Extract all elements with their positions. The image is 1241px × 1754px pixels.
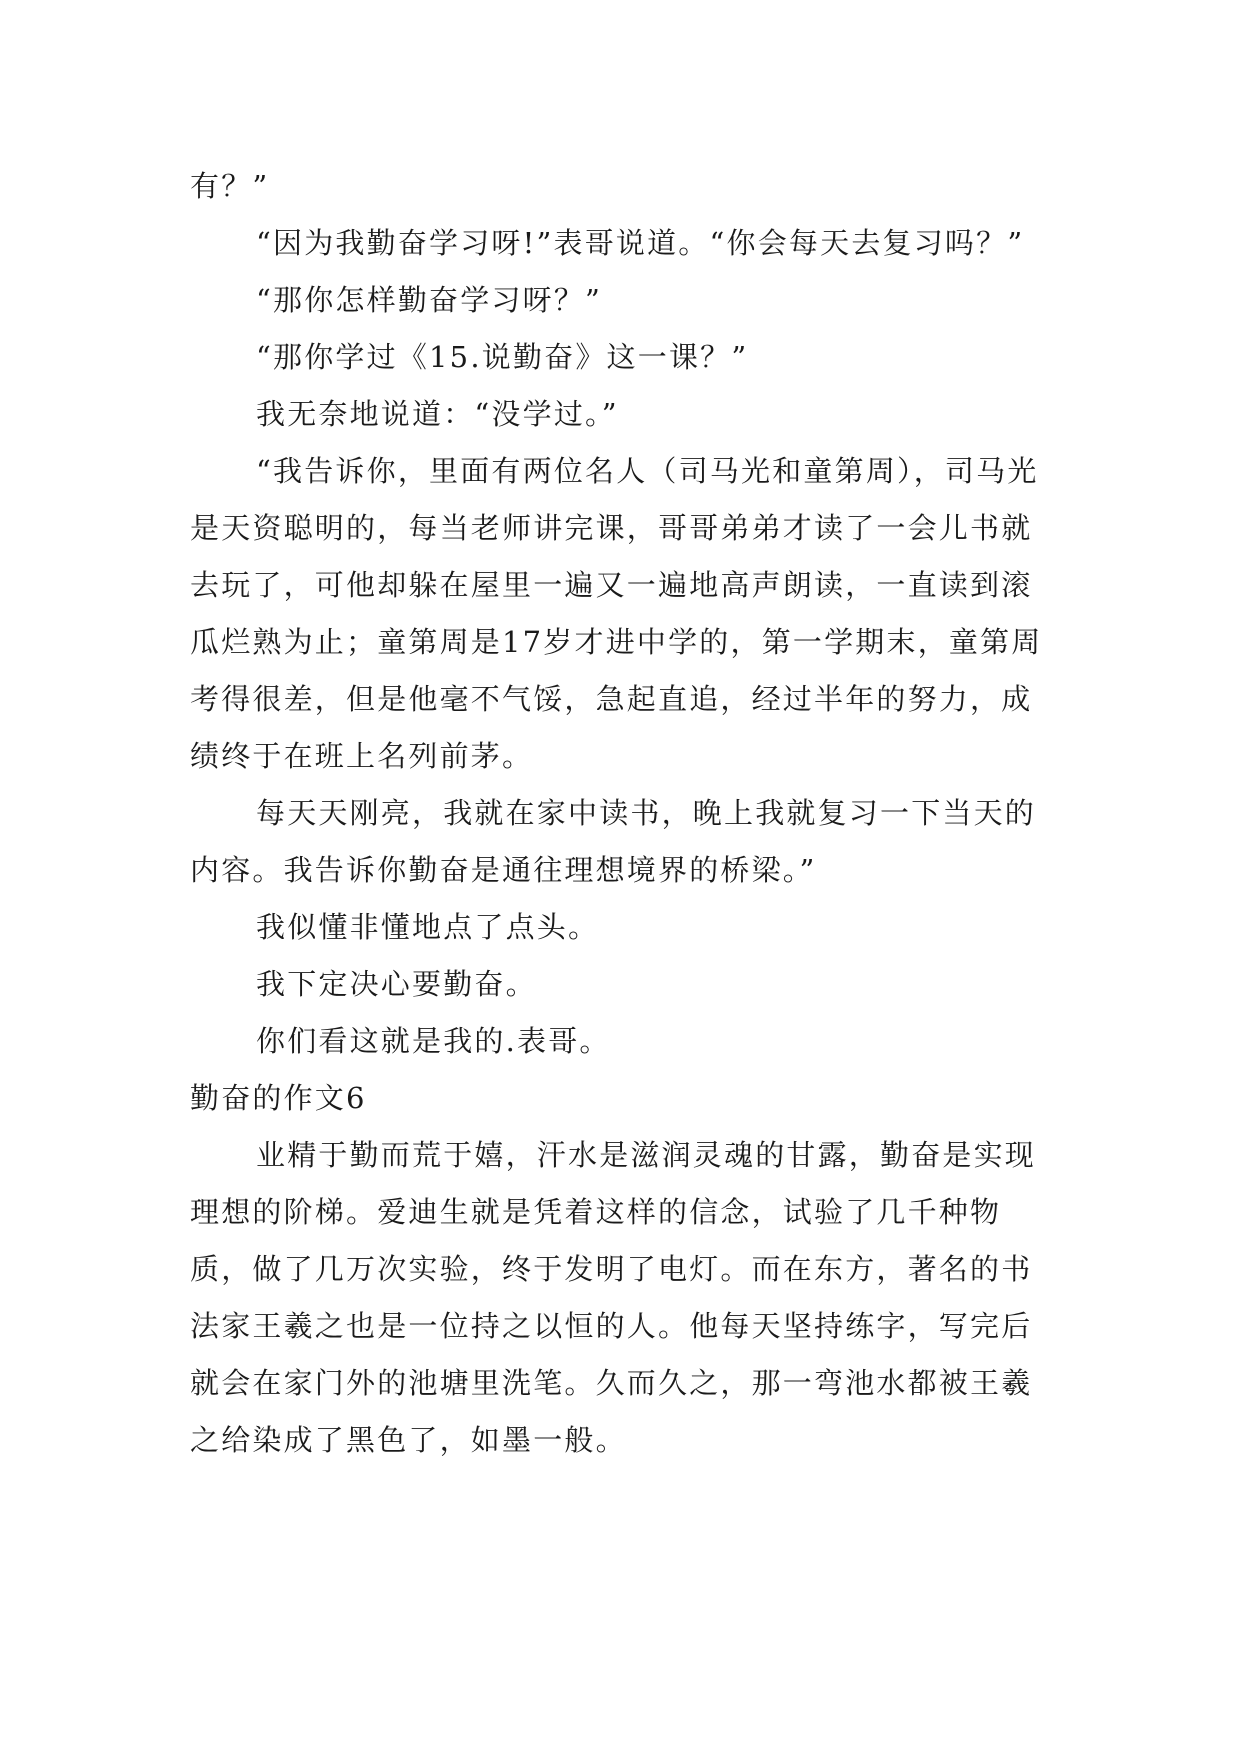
paragraph-10: 你们看这就是我的.表哥。 [256, 1024, 611, 1058]
paragraph-1: 有？” [190, 169, 270, 203]
paragraph-7: 每天天刚亮，我就在家中读书，晚上我就复习一下当天的内容。我告诉你勤奋是通往理想境界的桥梁。” [190, 796, 1037, 887]
paragraph-3: “那你怎样勤奋学习呀？” [256, 283, 603, 317]
section-heading: 勤奋的作文6 [190, 1081, 367, 1115]
paragraph-4: “那你学过《15.说勤奋》这一课？” [256, 340, 749, 374]
paragraph-6: “我告诉你，里面有两位名人（司马光和童第周），司马光是天资聪明的，每当老师讲完课，哥哥弟弟才读了一会儿书就去玩了，可他却躲在屋里一遍又一遍地高声朗读，一直读到滚瓜烂熟为止；童第周是17岁才进中学的，第一学期末，童第周考得很差，但是他毫不气馁，急起直追，经过半年的努力，成绩终于在班上名列前茅。 [190, 454, 1043, 773]
paragraph-9: 我下定决心要勤奋。 [256, 967, 537, 1001]
paragraph-8: 我似懂非懂地点了点头。 [256, 910, 600, 944]
paragraph-2: “因为我勤奋学习呀!”表哥说道。“你会每天去复习吗？” [256, 226, 1025, 260]
section-paragraph-1: 业精于勤而荒于嬉，汗水是滋润灵魂的甘露，勤奋是实现理想的阶梯。爱迪生就是凭着这样的信念，试验了几千种物质，做了几万次实验，终于发明了电灯。而在东方，著名的书法家王羲之也是一位持之以恒的人。他每天坚持练字，写完后就会在家门外的池塘里洗笔。久而久之，那一弯池水都被王羲之给染成了黑色了，如墨一般。 [190, 1138, 1037, 1457]
paragraph-5: 我无奈地说道：“没学过。” [256, 397, 619, 431]
document-body [190, 158, 1058, 1469]
